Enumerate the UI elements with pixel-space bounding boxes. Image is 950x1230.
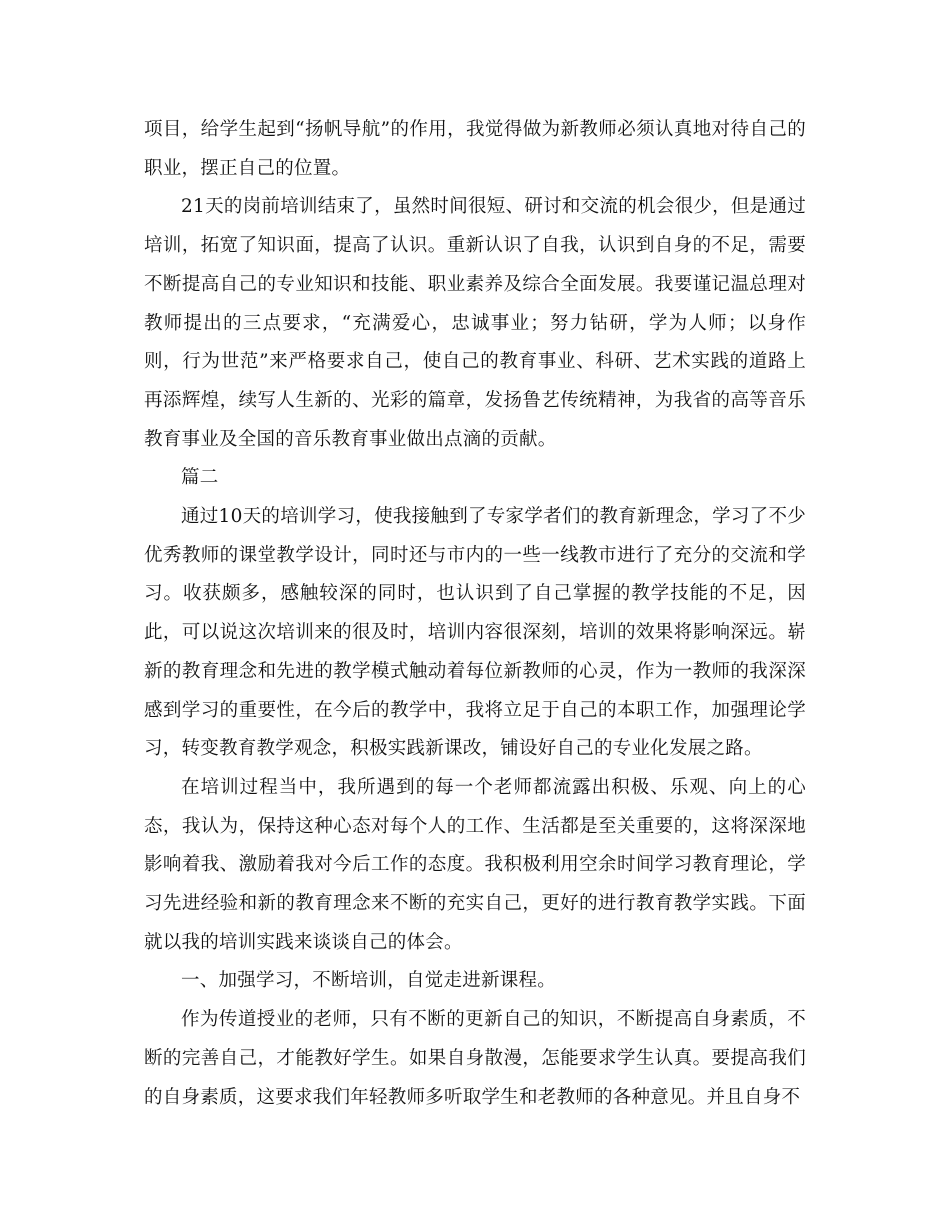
paragraph-continuation: 项目，给学生起到“扬帆导航”的作用，我觉得做为新教师必须认真地对待自己的职业，摆正自己的位置。 <box>144 119 806 179</box>
paragraph-training-summary: 21天的岗前培训结束了，虽然时间很短、研讨和交流的机会很少，但是通过培训，拓宽了知识面，提高了认识。重新认识了自我，认识到自身的不足，需要不断提高自己的专业知识和技能、职业素养及综合全面发展。我要谨记温总理对教师提出的三点要求，“充满爱心，忠诚事业；努力钻研，学为人师；以身作则，行为世范”来严格要求自己，使自己的教育事业、科研、艺术实践的道路上再添辉煌，续写人生新的、光彩的篇章，发扬鲁艺传统精神，为我省的高等音乐教育事业及全国的音乐教育事业做出点滴的贡献。 <box>144 196 806 450</box>
document-body <box>144 111 806 1117</box>
section-heading-part-two: 篇二 <box>181 467 219 489</box>
paragraph-training-attitude: 在培训过程当中，我所遇到的每一个老师都流露出积极、乐观、向上的心态，我认为，保持这种心态对每个人的工作、生活都是至关重要的，这将深深地影响着我、激励着我对今后工作的态度。我积极利用空余时间学习教育理论，学习先进经验和新的教育理念来不断的充实自己，更好的进行教育教学实践。下面就以我的培训实践来谈谈自己的体会。 <box>144 776 806 953</box>
subheading-point-one: 一、加强学习，不断培训，自觉走进新课程。 <box>181 970 557 992</box>
paragraph-self-improvement: 作为传道授业的老师，只有不断的更新自己的知识，不断提高自身素质，不断的完善自己，才能教好学生。如果自身散漫，怎能要求学生认真。要提高我们的自身素质，这要求我们年轻教师多听取学生和老教师的各种意见。并且自身不 <box>144 1009 806 1108</box>
paragraph-training-study: 通过10天的培训学习，使我接触到了专家学者们的教育新理念，学习了不少优秀教师的课堂教学设计，同时还与市内的一些一线教市进行了充分的交流和学习。收获颇多，感触较深的同时，也认识到了自己掌握的教学技能的不足，因此，可以说这次培训来的很及时，培训内容很深刻，培训的效果将影响深远。崭新的教育理念和先进的教学模式触动着每位新教师的心灵，作为一教师的我深深感到学习的重要性，在今后的教学中，我将立足于自己的本职工作，加强理论学习，转变教育教学观念，积极实践新课改，铺设好自己的专业化发展之路。 <box>144 506 806 760</box>
